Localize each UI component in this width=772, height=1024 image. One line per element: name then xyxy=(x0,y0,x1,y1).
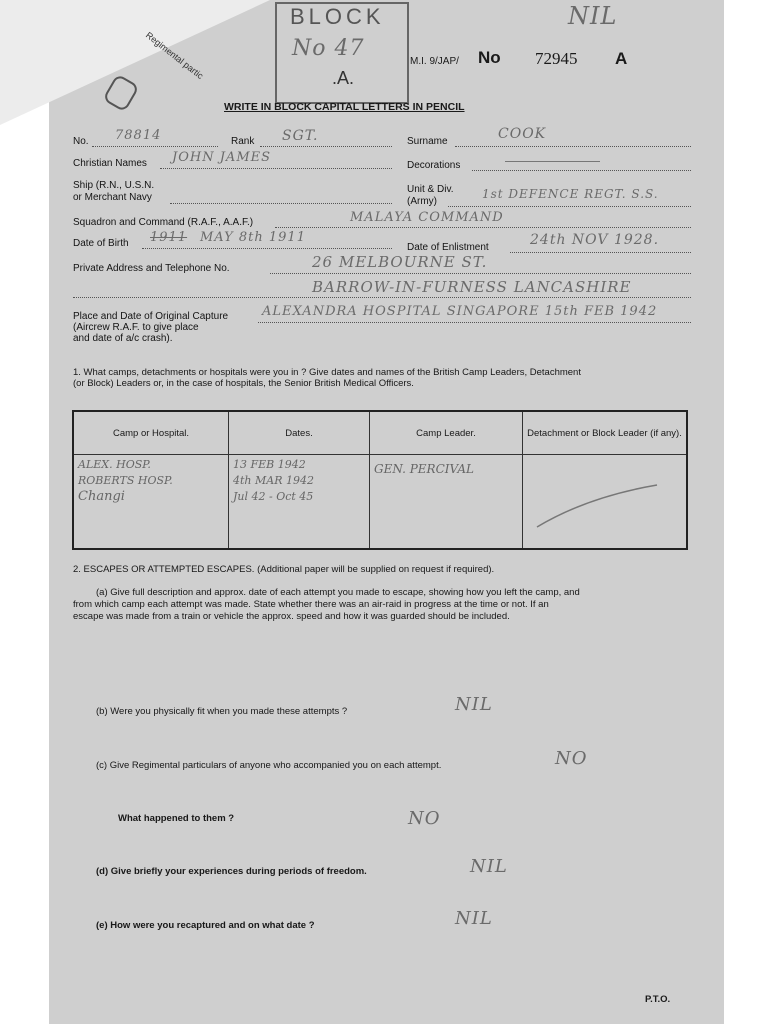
surname-label: Surname xyxy=(407,136,448,147)
detachment-cell xyxy=(523,455,688,550)
q2-e-answer: NIL xyxy=(455,908,493,929)
col-leader: Camp Leader. xyxy=(370,411,523,455)
col-detachment: Detachment or Block Leader (if any). xyxy=(523,411,688,455)
dob-value: MAY 8th 1911 xyxy=(200,230,306,245)
form-code: M.I. 9/JAP/ xyxy=(410,56,459,67)
stamp-line-2: No 47 xyxy=(292,36,365,61)
decorations-label: Decorations xyxy=(407,160,461,171)
col-dates: Dates. xyxy=(229,411,370,455)
capture-label-3: and date of a/c crash). xyxy=(73,333,173,344)
dob-struck: 1911 xyxy=(150,230,188,245)
no-value: 78814 xyxy=(115,128,162,143)
camp-2: ROBERTS HOSP. xyxy=(78,474,173,487)
q2-e: (e) How were you recaptured and on what date ? xyxy=(96,920,315,931)
no-label: No. xyxy=(73,136,89,147)
squadron-label: Squadron and Command (R.A.F., A.A.F.) xyxy=(73,217,254,228)
rank-label: Rank xyxy=(231,136,255,147)
camp-table xyxy=(72,410,688,550)
pto: P.T.O. xyxy=(645,994,671,1005)
q2-a-2: from which camp each attempt was made. State whether there was an air-raid in progress at the time or not. If an xyxy=(73,599,549,610)
date-2: 4th MAR 1942 xyxy=(233,474,314,487)
col-camp: Camp or Hospital. xyxy=(73,411,229,455)
date-3: Jul 42 - Oct 45 xyxy=(233,490,314,503)
date-1: 13 FEB 1942 xyxy=(233,458,306,471)
q2-a-1: (a) Give full description and approx. date of each attempt you made to escape, showing how you left the camp, and xyxy=(96,587,580,598)
q2-a-3: escape was made from a train or vehicle the approx. speed and how it was guarded should be included. xyxy=(73,611,510,622)
leader-cell xyxy=(370,455,523,550)
q2-title: 2. ESCAPES OR ATTEMPTED ESCAPES. (Additional paper will be supplied on request if required). xyxy=(73,564,495,575)
q2-c: (c) Give Regimental particulars of anyone who accompanied you on each attempt. xyxy=(96,760,442,771)
stamp-line-3: .A. xyxy=(332,68,355,88)
q1-text-2: (or Block) Leaders or, in the case of hospitals, the Senior British Medical Officers. xyxy=(73,378,414,389)
q2-d: (d) Give briefly your experiences during periods of freedom. xyxy=(96,866,367,877)
q1-text-1: 1. What camps, detachments or hospitals were you in ? Give dates and names of the British Camp Leaders, Detachment xyxy=(73,367,581,378)
address-value-2: BARROW-IN-FURNESS LANCASHIRE xyxy=(312,278,632,296)
unit-label-1: Unit & Div. xyxy=(407,184,454,195)
enlistment-value: 24th NOV 1928. xyxy=(530,232,660,248)
capture-value: ALEXANDRA HOSPITAL SINGAPORE 15th FEB 1942 xyxy=(262,304,658,319)
dates-cell xyxy=(229,455,370,550)
number-label: No xyxy=(478,48,501,67)
capture-label-2: (Aircrew R.A.F. to give place xyxy=(73,322,199,333)
q2-c-answer: NO xyxy=(555,748,588,769)
capture-label-1: Place and Date of Original Capture xyxy=(73,311,229,322)
q2-d-answer: NIL xyxy=(470,856,508,877)
ship-label-1: Ship (R.N., U.S.N. xyxy=(73,180,155,191)
q2-c2-answer: NO xyxy=(408,808,441,829)
dob-label: Date of Birth xyxy=(73,238,129,249)
ship-label-2: or Merchant Navy xyxy=(73,192,152,203)
pencil-stroke xyxy=(527,457,667,537)
unit-value: 1st DEFENCE REGT. S.S. xyxy=(482,187,659,201)
instruction-heading: WRITE IN BLOCK CAPITAL LETTERS IN PENCIL xyxy=(224,101,465,113)
camp-3: Changi xyxy=(78,489,125,504)
camp-1: ALEX. HOSP. xyxy=(78,458,151,471)
q2-b: (b) Were you physically fit when you made these attempts ? xyxy=(96,706,348,717)
corner-note: NIL xyxy=(568,2,618,30)
camp-cell xyxy=(73,455,229,550)
surname-value: COOK xyxy=(498,126,547,142)
christian-names-value: JOHN JAMES xyxy=(172,150,272,165)
squadron-value: MALAYA COMMAND xyxy=(350,210,504,225)
rank-value: SGT. xyxy=(282,128,319,144)
address-label: Private Address and Telephone No. xyxy=(73,263,230,274)
fold-text: Regimental partic xyxy=(143,30,206,81)
christian-names-label: Christian Names xyxy=(73,158,147,169)
stamp-line-1: BLOCK xyxy=(290,4,385,29)
address-value-1: 26 MELBOURNE ST. xyxy=(312,253,488,271)
leader-value: GEN. PERCIVAL xyxy=(374,462,474,476)
decorations-dash xyxy=(505,161,600,162)
q2-c2: What happened to them ? xyxy=(118,813,235,824)
unit-label-2: (Army) xyxy=(407,196,437,207)
enlistment-label: Date of Enlistment xyxy=(407,242,489,253)
q2-b-answer: NIL xyxy=(455,694,493,715)
number-suffix: A xyxy=(615,49,628,68)
number-value: 72945 xyxy=(535,49,578,68)
